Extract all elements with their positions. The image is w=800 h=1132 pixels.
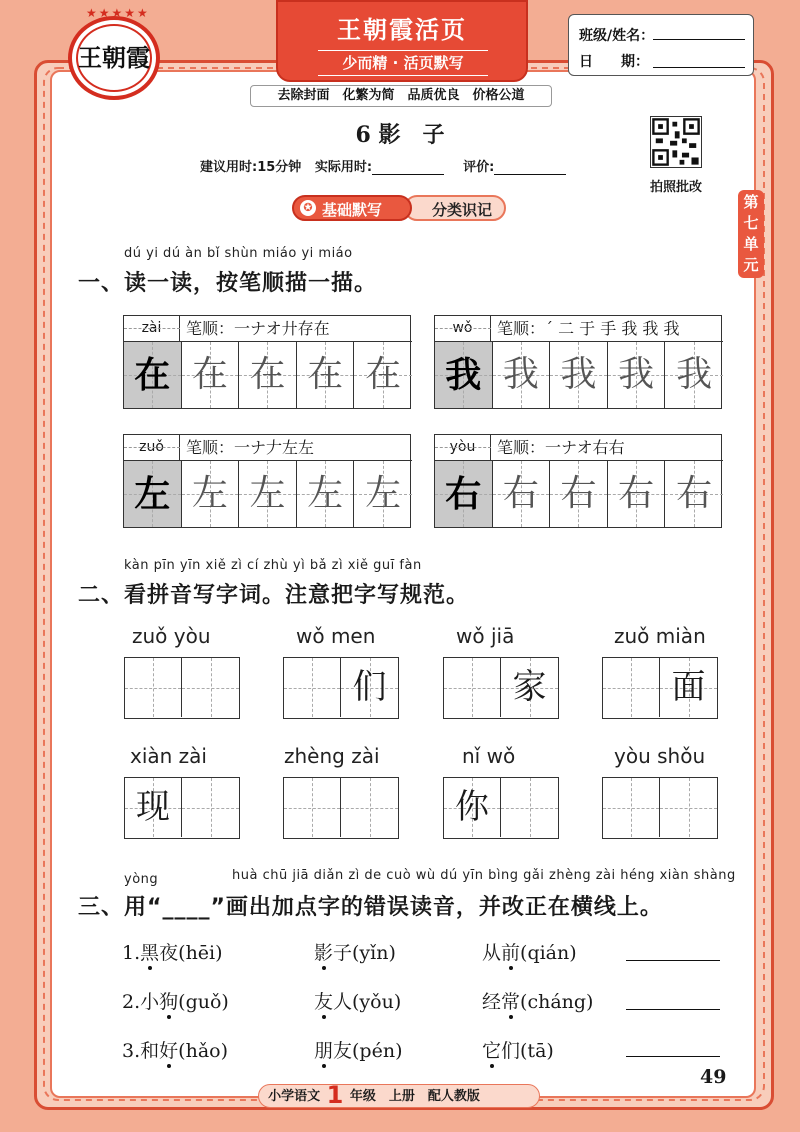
- writing-box[interactable]: [443, 777, 559, 839]
- stroke-box-pinyin: yòu: [435, 435, 491, 461]
- answer-line[interactable]: [626, 1009, 720, 1010]
- stroke-box-wo: [434, 315, 722, 409]
- date-label: 日 期：: [579, 54, 649, 70]
- qr-code-icon[interactable]: [650, 116, 702, 168]
- brand-logo: [68, 6, 160, 100]
- item-1b: 影子(yǐn): [314, 942, 396, 964]
- writing-box[interactable]: [443, 657, 559, 719]
- footer-grade: 1: [326, 1081, 344, 1109]
- logo-text: 王朝霞: [78, 43, 150, 72]
- stroke-box-pinyin: zài: [124, 316, 180, 342]
- word-pinyin: wǒ jiā: [456, 624, 515, 648]
- stroke-box-pinyin: wǒ: [435, 316, 491, 342]
- tab-basic-label: 基础默写: [322, 201, 383, 219]
- footer-badge: [258, 1081, 540, 1109]
- writing-cell[interactable]: [603, 658, 660, 717]
- trace-cell[interactable]: 在: [354, 342, 412, 408]
- trace-cell[interactable]: 左: [182, 461, 240, 527]
- answer-line[interactable]: [626, 960, 720, 961]
- suggested-time: 建议用时:15分钟: [200, 160, 302, 175]
- trace-cell[interactable]: 在: [239, 342, 297, 408]
- actual-time-label: 实际用时:: [314, 160, 373, 175]
- trace-cell[interactable]: 左: [297, 461, 355, 527]
- writing-box[interactable]: [124, 657, 240, 719]
- stroke-order: 笔顺：一ナオ右右: [497, 438, 625, 457]
- item-2a: 2.小狗(guǒ): [122, 991, 229, 1013]
- evaluation-label: 评价:: [463, 160, 495, 175]
- writing-cell[interactable]: [444, 658, 501, 717]
- lesson-title: 6 影 子: [355, 122, 445, 148]
- stroke-box-zuo: [123, 434, 411, 528]
- writing-cell[interactable]: [501, 778, 558, 837]
- trace-cell[interactable]: 我: [608, 342, 666, 408]
- writing-cell[interactable]: [284, 778, 341, 837]
- unit-side-tab: 第七单元: [738, 190, 764, 278]
- trace-cell[interactable]: 右: [550, 461, 608, 527]
- lesson-meta: [200, 156, 576, 175]
- date-field[interactable]: [653, 67, 745, 68]
- writing-cell[interactable]: [182, 658, 239, 717]
- evaluation-field[interactable]: [494, 161, 566, 175]
- word-pinyin: zuǒ miàn: [614, 624, 706, 648]
- model-char: 在: [124, 342, 182, 408]
- item-1a: 1.黑夜(hēi): [122, 942, 223, 964]
- medal-icon: ✪: [300, 200, 316, 216]
- item-3c: 它们(tā): [482, 1040, 554, 1062]
- qr-label: 拍照批改: [649, 180, 702, 195]
- trace-cell[interactable]: 右: [493, 461, 551, 527]
- item-2b: 友人(yǒu): [314, 991, 402, 1013]
- section3-pinyin-yong: yòng: [124, 872, 159, 887]
- writing-box[interactable]: [283, 777, 399, 839]
- stroke-order: 笔顺：一ナ𠂇左左: [186, 438, 315, 457]
- class-name-field[interactable]: [653, 39, 745, 40]
- tab-basic[interactable]: [292, 195, 412, 221]
- student-info-box: [568, 14, 754, 76]
- writing-cell[interactable]: [125, 658, 182, 717]
- stroke-box-you: [434, 434, 722, 528]
- trace-cell[interactable]: 我: [550, 342, 608, 408]
- stroke-box-zai: [123, 315, 411, 409]
- writing-box[interactable]: [124, 777, 240, 839]
- writing-cell[interactable]: 面: [660, 658, 717, 717]
- model-char: 左: [124, 461, 182, 527]
- item-3a: 3.和好(hǎo): [122, 1040, 229, 1062]
- section1-title: 一、读一读，按笔顺描一描。: [78, 271, 378, 296]
- writing-cell[interactable]: [341, 778, 398, 837]
- banner-title: 王朝霞活页: [337, 15, 467, 44]
- stroke-order: 笔顺：ˊ 二 于 手 我 我 我: [497, 319, 680, 338]
- word-pinyin: nǐ wǒ: [462, 744, 516, 768]
- trace-cell[interactable]: 我: [665, 342, 723, 408]
- trace-cell[interactable]: 在: [182, 342, 240, 408]
- tab-classify[interactable]: 分类识记: [404, 195, 506, 221]
- word-pinyin: xiàn zài: [130, 744, 207, 768]
- actual-time-field[interactable]: [372, 161, 444, 175]
- class-name-label: 班级/姓名：: [579, 28, 655, 44]
- writing-cell[interactable]: [182, 778, 239, 837]
- word-pinyin: zuǒ yòu: [132, 624, 211, 648]
- footer-grade-suffix: 年级 上册 配人教版: [349, 1089, 480, 1104]
- model-char: 我: [435, 342, 493, 408]
- section2-title: 二、看拼音写字词。注意把字写规范。: [78, 583, 470, 608]
- writing-cell[interactable]: 家: [501, 658, 558, 717]
- writing-cell[interactable]: 你: [444, 778, 501, 837]
- section3-title: 三、用“____”画出加点字的错误读音，并改正在横线上。: [78, 895, 663, 920]
- page-number: 49: [700, 1066, 727, 1088]
- item-2c: 经常(cháng): [482, 991, 594, 1013]
- section3-pinyin: huà chū jiā diǎn zì de cuò wù dú yīn bìng gǎi zhèng zài héng xiàn shàng: [232, 868, 736, 883]
- writing-cell[interactable]: [284, 658, 341, 717]
- writing-cell[interactable]: 现: [125, 778, 182, 837]
- trace-cell[interactable]: 左: [354, 461, 412, 527]
- writing-box[interactable]: [283, 657, 399, 719]
- header-banner: [276, 0, 528, 82]
- section1-pinyin: dú yi dú àn bǐ shùn miáo yi miáo: [124, 246, 353, 261]
- stroke-order: 笔顺：一ナオ廾存在: [186, 319, 330, 338]
- trace-cell[interactable]: 右: [608, 461, 666, 527]
- writing-cell[interactable]: 们: [341, 658, 398, 717]
- section2-pinyin: kàn pīn yīn xiě zì cí zhù yì bǎ zì xiě guī fàn: [124, 558, 422, 573]
- trace-cell[interactable]: 左: [239, 461, 297, 527]
- slogan: 去除封面 化繁为简 品质优良 价格公道: [250, 85, 552, 107]
- section-tabs: [292, 195, 508, 221]
- writing-cell[interactable]: [603, 778, 660, 837]
- item-1c: 从前(qián): [482, 942, 577, 964]
- word-pinyin: zhèng zài: [284, 744, 380, 768]
- word-pinyin: wǒ men: [296, 624, 376, 648]
- banner-subtitle: 少而精 · 活页默写: [318, 50, 488, 76]
- answer-line[interactable]: [626, 1056, 720, 1057]
- item-3b: 朋友(pén): [314, 1040, 403, 1062]
- trace-cell[interactable]: 右: [665, 461, 723, 527]
- writing-box[interactable]: [602, 777, 718, 839]
- writing-cell[interactable]: [660, 778, 717, 837]
- writing-box[interactable]: [602, 657, 718, 719]
- logo-stars-icon: ★★★★★: [86, 6, 150, 20]
- trace-cell[interactable]: 在: [297, 342, 355, 408]
- stroke-box-pinyin: zuǒ: [124, 435, 180, 461]
- footer-subject: 小学语文: [268, 1089, 321, 1104]
- word-pinyin: yòu shǒu: [614, 744, 706, 768]
- model-char: 右: [435, 461, 493, 527]
- trace-cell[interactable]: 我: [493, 342, 551, 408]
